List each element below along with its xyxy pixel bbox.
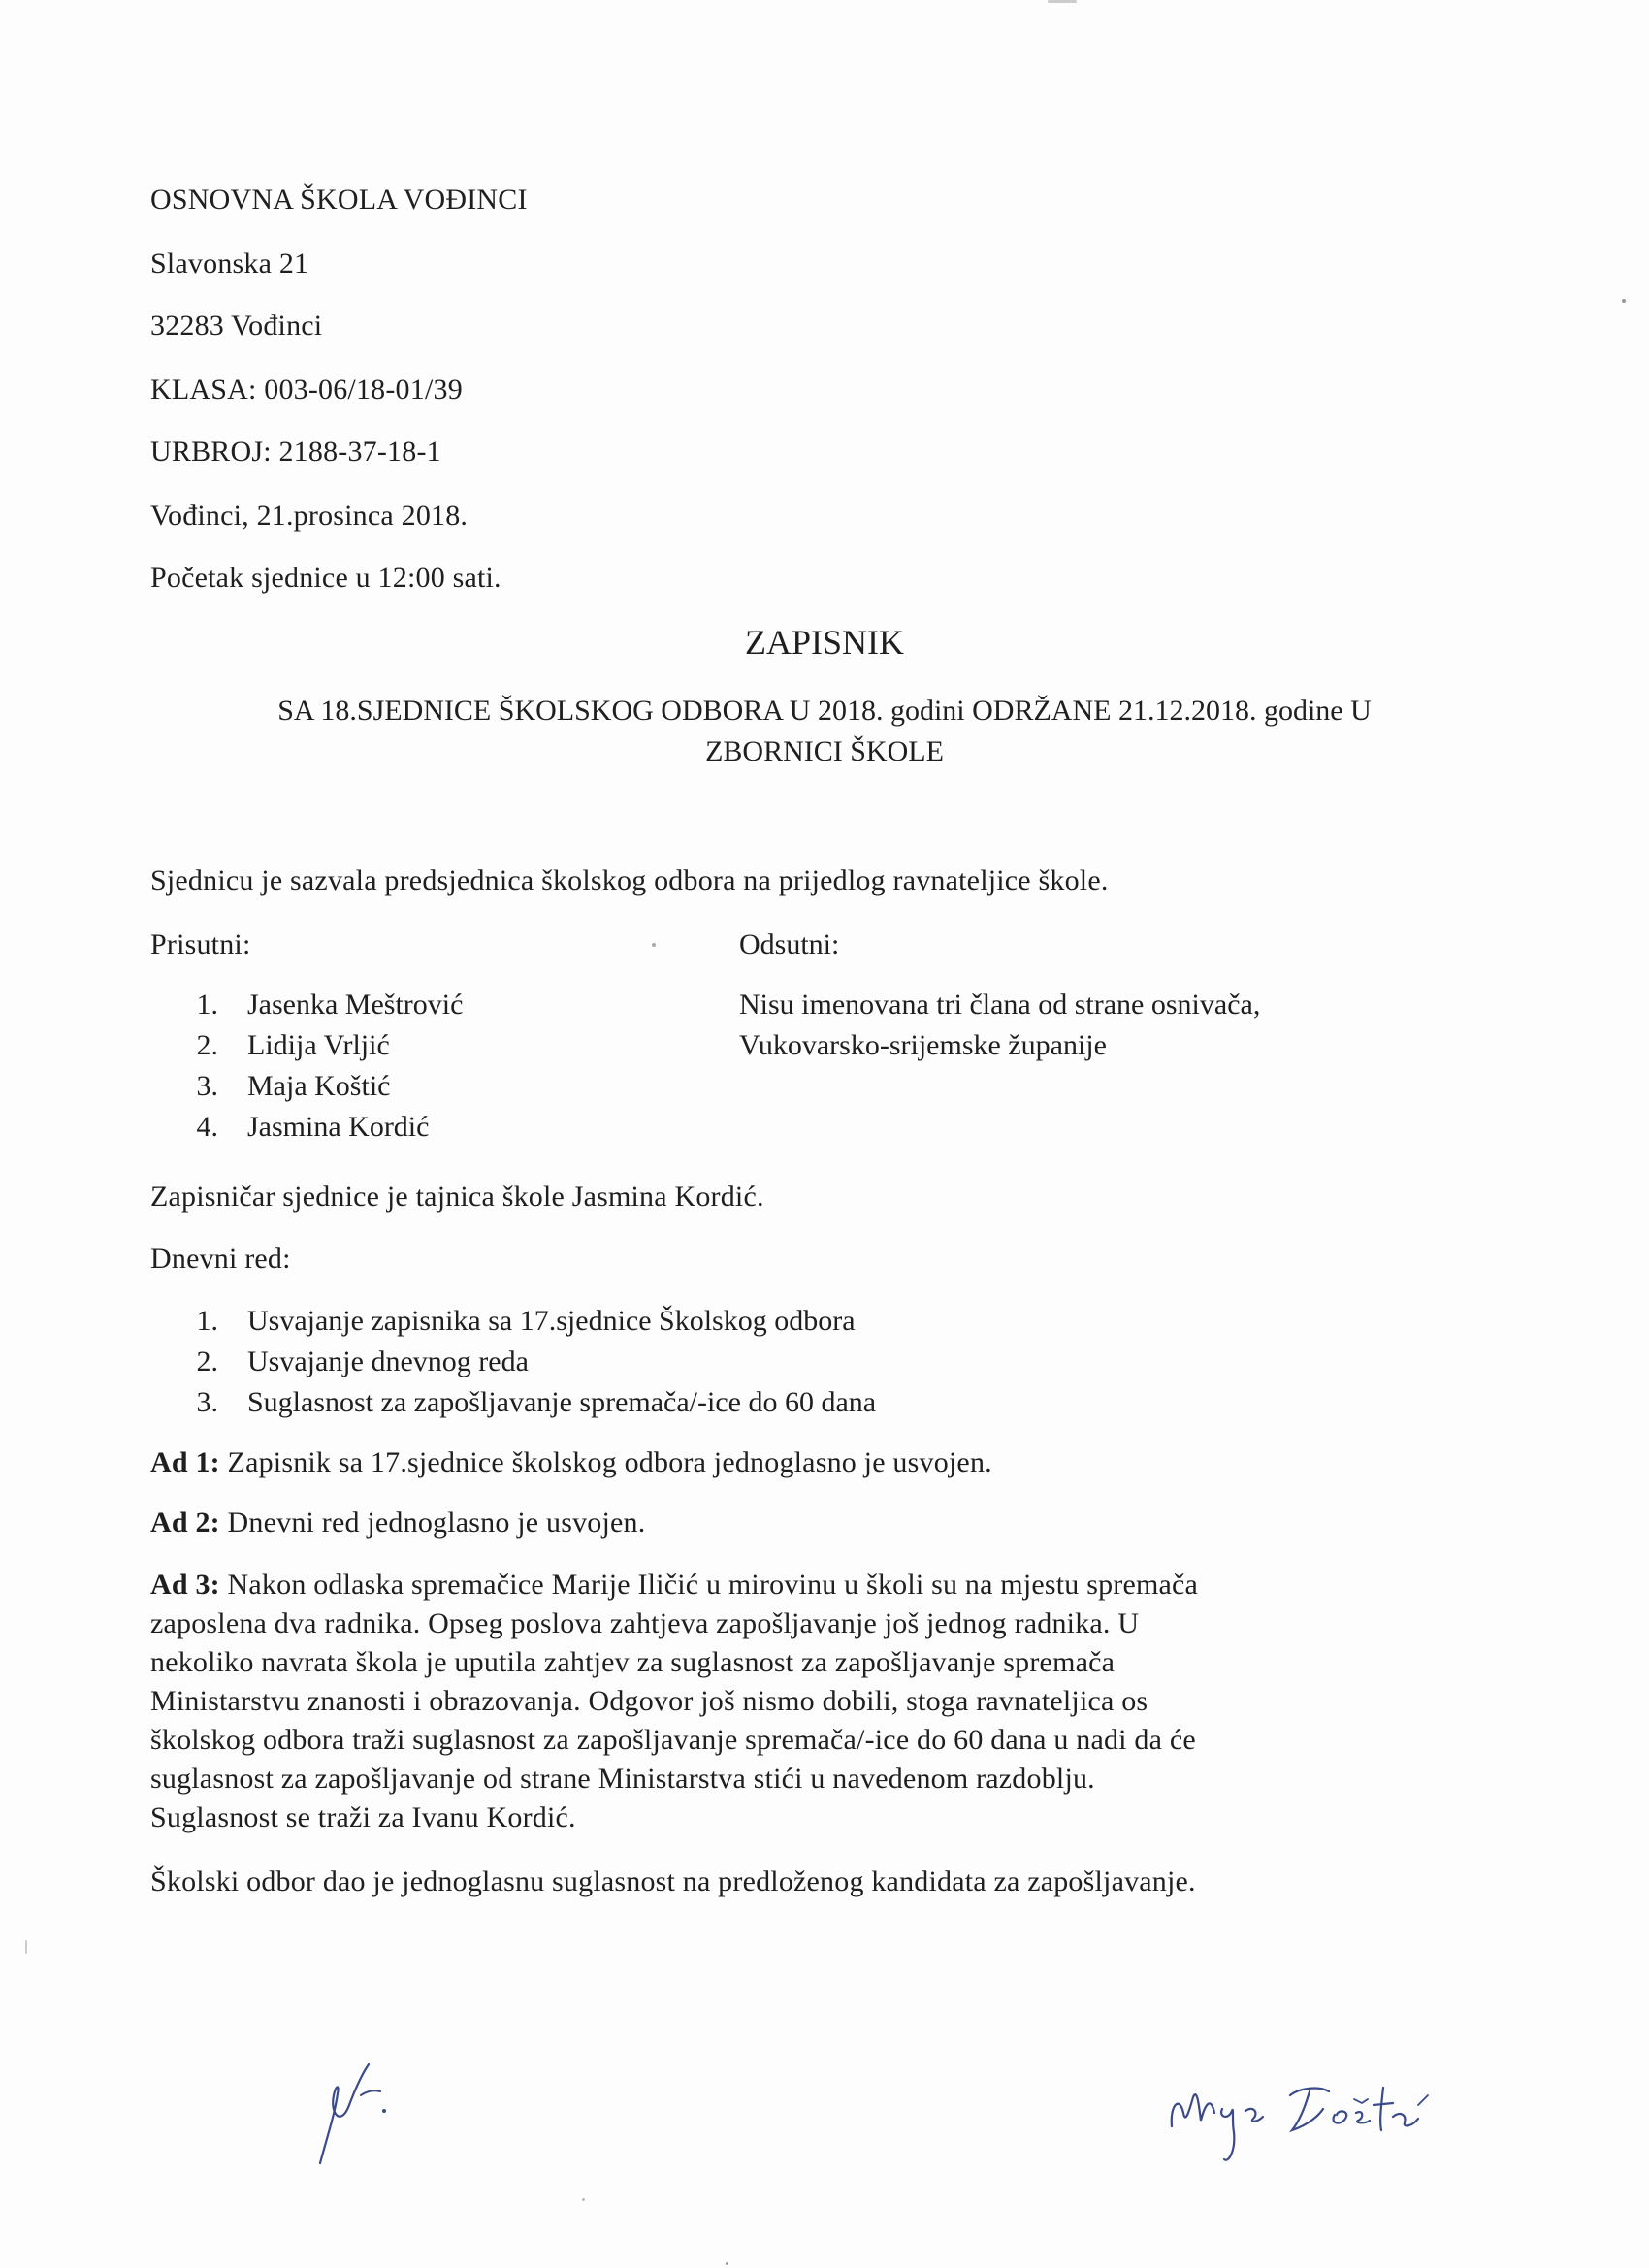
session-start: Početak sjednice u 12:00 sati. — [150, 562, 501, 594]
agenda-item-number: 1. — [196, 1305, 218, 1337]
scan-speck — [1622, 299, 1626, 303]
school-city: 32283 Vođinci — [150, 309, 323, 341]
absent-note-line1: Nisu imenovana tri člana od strane osnivača, — [739, 988, 1261, 1021]
present-member-number: 1. — [196, 988, 218, 1021]
agenda-item-number: 3. — [196, 1386, 218, 1418]
document-subtitle-line2: ZBORNICI ŠKOLE — [705, 735, 944, 767]
ad1-label: Ad 1: — [150, 1446, 220, 1478]
ad3-line: Ministarstvu znanosti i obrazovanja. Odgovor još nismo dobili, stoga ravnateljica os — [150, 1685, 1148, 1717]
signature-recorder-image — [291, 2057, 427, 2173]
recorder-line: Zapisničar sjednice je tajnica škole Jasmina Kordić. — [150, 1181, 764, 1213]
document-date: Vođinci, 21.prosinca 2018. — [150, 500, 469, 532]
agenda-item-text: Usvajanje zapisnika sa 17.sjednice Školskog odbora — [247, 1305, 856, 1337]
document-subtitle-line1: SA 18.SJEDNICE ŠKOLSKOG ODBORA U 2018. godini ODRŽANE 21.12.2018. godine U — [277, 695, 1372, 727]
ad2-paragraph — [150, 1506, 645, 1540]
present-member-name: Jasenka Meštrović — [247, 988, 464, 1021]
present-member-number: 3. — [196, 1070, 218, 1102]
document-title: ZAPISNIK — [744, 623, 904, 662]
ad3-line: suglasnost za zapošljavanje od strane Ministarstva stići u navedenom razdoblju. — [150, 1763, 1095, 1795]
intro-paragraph: Sjednicu je sazvala predsjednica školskog odbora na prijedlog ravnateljice škole. — [150, 864, 1109, 896]
school-street: Slavonska 21 — [150, 247, 309, 279]
agenda-item-number: 2. — [196, 1345, 218, 1377]
agenda-label: Dnevni red: — [150, 1243, 291, 1275]
absent-label: Odsutni: — [739, 928, 840, 960]
present-member-number: 2. — [196, 1029, 218, 1061]
present-label: Prisutni: — [150, 928, 251, 960]
ad3-line — [150, 1568, 1198, 1603]
conclusion-paragraph: Školski odbor dao je jednoglasnu suglasnost na predloženog kandidata za zapošljavanje. — [150, 1865, 1196, 1897]
ad3-line: Suglasnost se traži za Ivanu Kordić. — [150, 1801, 576, 1833]
ad3-line: nekoliko navrata škola je uputila zahtjev za suglasnost za zapošljavanje spremača — [150, 1646, 1116, 1678]
ad1-paragraph — [150, 1445, 992, 1480]
school-name: OSNOVNA ŠKOLA VOĐINCI — [150, 183, 528, 215]
klasa: KLASA: 003-06/18-01/39 — [150, 373, 463, 405]
scan-speck — [726, 2262, 728, 2265]
scan-speck — [1048, 0, 1077, 3]
scan-speck — [25, 1940, 27, 1954]
ad1-text: Zapisnik sa 17.sjednice školskog odbora jednoglasno je usvojen. — [219, 1446, 992, 1478]
absent-note-line2: Vukovarsko-srijemske županije — [739, 1029, 1107, 1061]
scan-speck — [582, 2198, 585, 2201]
present-member-name: Maja Koštić — [247, 1070, 391, 1102]
ad3-line: zaposlena dva radnika. Opseg poslova zahtjeva zapošljavanje još jednog radnika. U — [150, 1607, 1140, 1639]
ad3-line: školskog odbora traži suglasnost za zapošljavanje spremača/-ice do 60 dana u nadi da će — [150, 1724, 1196, 1756]
signature-maja-kostic-image — [1164, 2066, 1474, 2173]
ad2-text: Dnevni red jednoglasno je usvojen. — [219, 1507, 646, 1539]
agenda-item-text: Usvajanje dnevnog reda — [247, 1345, 529, 1377]
present-member-number: 4. — [196, 1111, 218, 1143]
agenda-item-text: Suglasnost za zapošljavanje spremača/-ice do 60 dana — [247, 1386, 877, 1418]
present-member-name: Jasmina Kordić — [247, 1111, 430, 1143]
ad3-label: Ad 3: — [150, 1569, 220, 1601]
present-member-name: Lidija Vrljić — [247, 1029, 390, 1061]
stray-mark — [652, 943, 656, 947]
ad3-text: Nakon odlaska spremačice Marije Iličić u mirovinu u školi su na mjestu spremača — [219, 1569, 1199, 1601]
ad2-label: Ad 2: — [150, 1507, 220, 1539]
urbroj: URBROJ: 2188-37-18-1 — [150, 436, 441, 468]
